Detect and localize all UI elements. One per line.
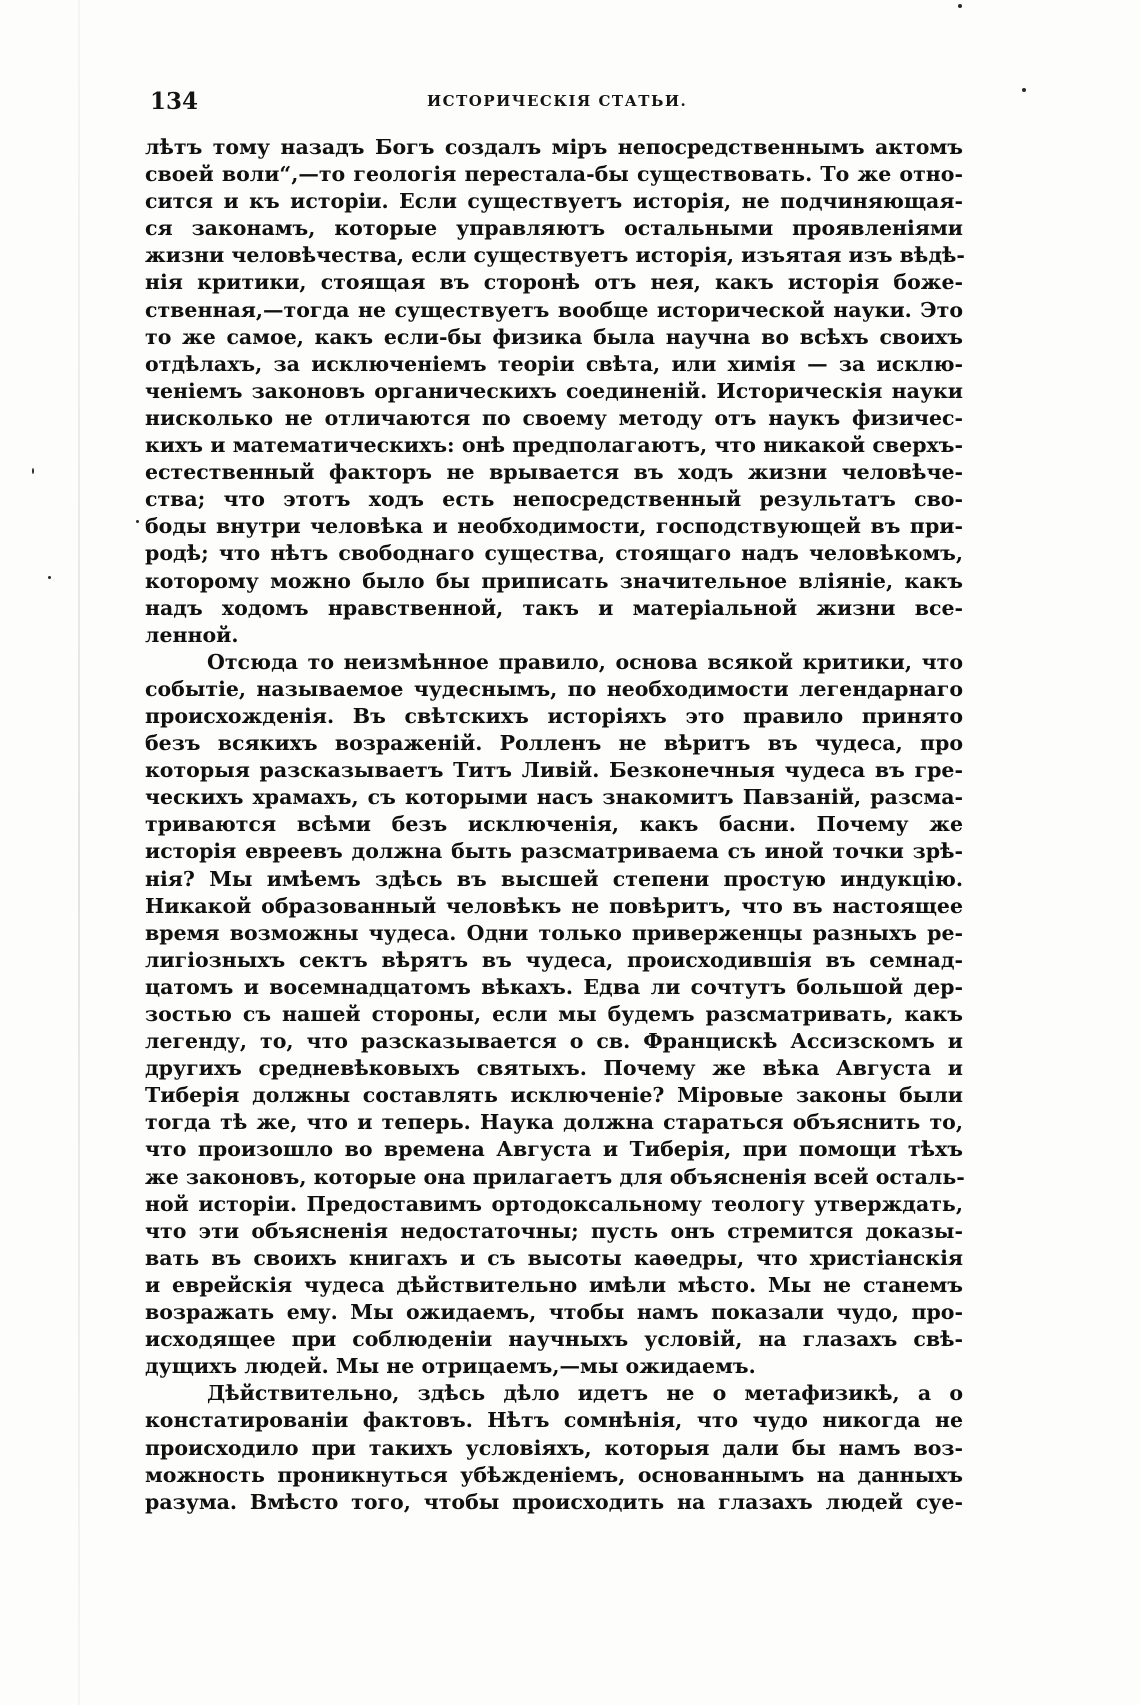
scan-speck bbox=[1022, 88, 1026, 92]
text-line: что произошло во времена Августа и Тиберія, при помощи тѣхъ bbox=[145, 1137, 963, 1162]
text-line: происходило при такихъ условіяхъ, которыя дали бы намъ воз- bbox=[145, 1435, 963, 1460]
text-line: ства; что этотъ ходъ есть непосредственный результатъ сво- bbox=[145, 487, 963, 512]
text-line: ной исторіи. Предоставимъ ортодоксальному теологу утверждать, bbox=[145, 1191, 963, 1216]
page-header bbox=[150, 86, 962, 122]
text-line: сится и къ исторіи. Если существуетъ исторія, не подчиняющая- bbox=[145, 189, 963, 214]
text-line: возражать ему. Мы ожидаемъ, чтобы намъ показали чудо, про- bbox=[145, 1300, 963, 1325]
text-line: исходящее при соблюденіи научныхъ условій, на глазахъ свѣ- bbox=[145, 1327, 963, 1352]
text-line: тогда тѣ же, что и теперь. Наука должна стараться объяснить то, bbox=[145, 1110, 963, 1135]
paragraph-first-line: Отсюда то неизмѣнное правило, основа всякой критики, что bbox=[207, 649, 963, 674]
text-line: триваются всѣми безъ исключенія, какъ басни. Почему же bbox=[145, 812, 963, 837]
text-line: и еврейскія чудеса дѣйствительно имѣли мѣсто. Мы не станемъ bbox=[145, 1272, 963, 1297]
text-line: происхожденія. Въ свѣтскихъ исторіяхъ это правило принято bbox=[145, 703, 963, 728]
text-line: нисколько не отличаются по своему методу отъ наукъ физичес- bbox=[145, 405, 963, 430]
text-line: своей воли“,—то геологія перестала-бы существовать. То же отно- bbox=[145, 162, 963, 187]
text-line: лѣтъ тому назадъ Богъ создалъ міръ непосредственнымъ актомъ bbox=[145, 135, 963, 159]
paragraph-first-line: Дѣйствительно, здѣсь дѣло идетъ не о метафизикѣ, а о bbox=[207, 1381, 963, 1406]
text-line: можность проникнуться убѣжденіемъ, основаннымъ на данныхъ bbox=[145, 1462, 963, 1487]
body-text bbox=[145, 134, 963, 1516]
text-line: естественный факторъ не врывается въ ходъ жизни человѣче- bbox=[145, 460, 963, 485]
text-line: что эти объясненія недостаточны; пусть онъ стремится доказы- bbox=[145, 1218, 963, 1243]
scan-speck bbox=[136, 520, 139, 523]
text-line: Тиберія должны составлять исключеніе? Міровые законы были bbox=[145, 1083, 963, 1108]
text-line: разума. Вмѣсто того, чтобы происходить на глазахъ людей суе- bbox=[145, 1489, 963, 1514]
text-line: родѣ; что нѣтъ свободнаго существа, стоящаго надъ человѣкомъ, bbox=[145, 541, 963, 566]
text-line: безъ всякихъ возраженій. Ролленъ не вѣритъ въ чудеса, про bbox=[145, 731, 963, 756]
text-line: событіе, называемое чудеснымъ, по необходимости легендарнаго bbox=[145, 676, 963, 701]
text-line: боды внутри человѣка и необходимости, господствующей въ при- bbox=[145, 514, 963, 539]
text-line: ческихъ храмахъ, съ которыми насъ знакомитъ Павзаній, разсма- bbox=[145, 785, 963, 810]
text-line: отдѣлахъ, за исключеніемъ теоріи свѣта, или химія — за исклю- bbox=[145, 351, 963, 376]
scan-speck bbox=[48, 576, 51, 579]
scan-speck bbox=[32, 468, 34, 474]
text-line: лигіозныхъ сектъ вѣрятъ въ чудеса, происходившія въ семнад- bbox=[145, 947, 963, 972]
scan-speck bbox=[958, 4, 962, 8]
text-line: время возможны чудеса. Одни только приверженцы разныхъ ре- bbox=[145, 920, 963, 945]
paragraph-end-line: дущихъ людей. Мы не отрицаемъ,—мы ожидаемъ. bbox=[145, 1354, 756, 1379]
paragraph-end-line: ленной. bbox=[145, 622, 239, 647]
scan-gutter-shadow bbox=[78, 0, 80, 1705]
running-title: ИСТОРИЧЕСКІЯ СТАТЬИ. bbox=[427, 92, 688, 110]
text-line: которыя разсказываетъ Титъ Ливій. Безконечныя чудеса въ гре- bbox=[145, 758, 963, 783]
text-line: нія критики, стоящая въ сторонѣ отъ нея, какъ исторія боже- bbox=[145, 270, 963, 295]
text-line: легенду, то, что разсказывается о св. Францискѣ Ассизскомъ и bbox=[145, 1029, 963, 1054]
text-line: которому можно было бы приписать значительное вліяніе, какъ bbox=[145, 568, 963, 593]
text-line: кихъ и математическихъ: онѣ предполагаютъ, что никакой сверхъ- bbox=[145, 433, 963, 458]
text-line: исторія евреевъ должна быть разсматриваема съ иной точки зрѣ- bbox=[145, 839, 963, 864]
text-line: констатированіи фактовъ. Нѣтъ сомнѣнія, что чудо никогда не bbox=[145, 1408, 963, 1433]
text-line: зостью съ нашей стороны, если мы будемъ разсматривать, какъ bbox=[145, 1002, 963, 1026]
text-line: ся законамъ, которые управляютъ остальными проявленіями bbox=[145, 216, 963, 241]
text-line: то же самое, какъ если-бы физика была научна во всѣхъ своихъ bbox=[145, 324, 963, 349]
text-line: вать въ своихъ книгахъ и съ высоты каѳедры, что христіанскія bbox=[145, 1245, 963, 1270]
text-line: надъ ходомъ нравственной, такъ и матеріальной жизни все- bbox=[145, 595, 963, 620]
text-line: нія? Мы имѣемъ здѣсь въ высшей степени простую индукцію. bbox=[145, 866, 963, 891]
text-line: же законовъ, которые она прилагаетъ для объясненія всей осталь- bbox=[145, 1164, 965, 1189]
text-line: Никакой образованный человѣкъ не повѣритъ, что въ настоящее bbox=[145, 893, 963, 918]
text-line: ченіемъ законовъ органическихъ соединеній. Историческія науки bbox=[145, 378, 963, 403]
text-line: ственная,—тогда не существуетъ вообще исторической науки. Это bbox=[145, 297, 963, 322]
page-number: 134 bbox=[150, 88, 199, 115]
text-line: жизни человѣчества, если существуетъ исторія, изъятая изъ вѣдѣ- bbox=[145, 243, 965, 268]
text-line: другихъ средневѣковыхъ святыхъ. Почему же вѣка Августа и bbox=[145, 1056, 963, 1081]
text-line: цатомъ и восемнадцатомъ вѣкахъ. Едва ли сочтутъ большой дер- bbox=[145, 974, 963, 999]
